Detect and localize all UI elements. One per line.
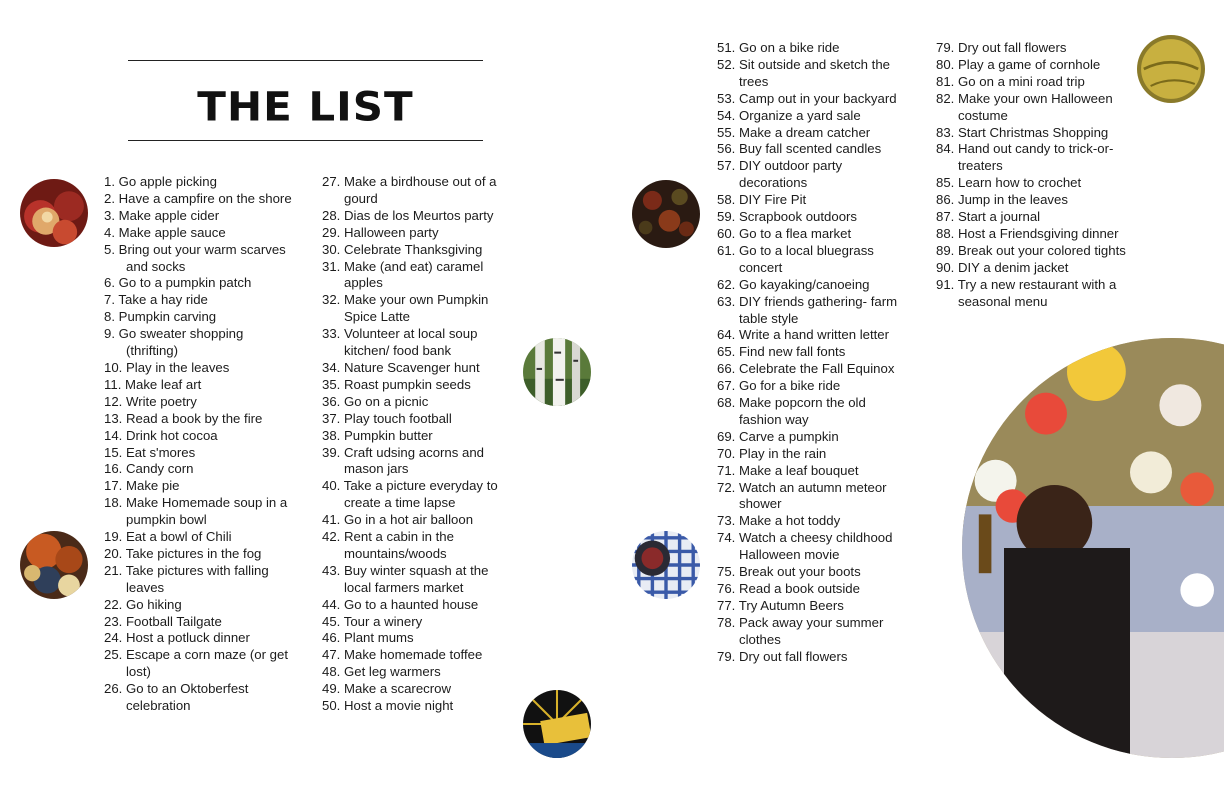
list-item: 90. DIY a denim jacket <box>936 259 1069 275</box>
list-item: 22. Go hiking <box>104 596 182 612</box>
list-item: 31. Make (and eat) caramel apples <box>322 258 484 291</box>
list-item: 38. Pumpkin butter <box>322 427 433 443</box>
apples-photo <box>20 179 88 247</box>
list-item: 24. Host a potluck dinner <box>104 630 250 646</box>
list-item: 13. Read a book by the fire <box>104 410 263 426</box>
list-item: 23. Football Tailgate <box>104 613 222 629</box>
flower-party-photo <box>962 338 1224 758</box>
list-item: 74. Watch a cheesy childhood Halloween movie <box>717 530 893 563</box>
list-item: 11. Make leaf art <box>104 376 202 392</box>
list-item: 66. Celebrate the Fall Equinox <box>717 361 895 377</box>
list-item: 2. Have a campfire on the shore <box>104 190 292 206</box>
list-item: 26. Go to an Oktoberfest celebration <box>104 681 249 714</box>
list-item: 27. Make a birdhouse out of a gourd <box>322 174 497 206</box>
list-item: 62. Go kayaking/canoeing <box>717 276 870 292</box>
list-item: 88. Host a Friendsgiving dinner <box>936 225 1119 241</box>
list-item: 18. Make Homemade soup in a pumpkin bowl <box>104 495 288 528</box>
list-item: 3. Make apple cider <box>104 207 220 223</box>
list-item: 29. Halloween party <box>322 224 439 240</box>
list-item: 40. Take a picture everyday to create a time lapse <box>322 478 498 511</box>
list-item: 85. Learn how to crochet <box>936 175 1082 191</box>
list-item: 75. Break out your boots <box>717 564 861 580</box>
list-item: 57. DIY outdoor party decorations <box>717 158 843 191</box>
gourds-photo <box>20 531 88 599</box>
list-item: 1. Go apple picking <box>104 174 217 189</box>
list-item: 37. Play touch football <box>322 410 452 426</box>
list-item: 30. Celebrate Thanksgiving <box>322 241 483 257</box>
list-item: 52. Sit outside and sketch the trees <box>717 56 891 89</box>
list-item: 47. Make homemade toffee <box>322 647 483 663</box>
list-item: 44. Go to a haunted house <box>322 596 479 612</box>
list-item: 43. Buy winter squash at the local farmers market <box>322 562 489 595</box>
list-item: 60. Go to a flea market <box>717 225 852 241</box>
list-item: 49. Make a scarecrow <box>322 681 451 697</box>
title-top-rule <box>128 60 483 61</box>
list-item: 64. Write a hand written letter <box>717 327 890 343</box>
list-item: 28. Dias de los Meurtos party <box>322 207 494 223</box>
list-column-1 <box>104 174 294 715</box>
list-item: 9. Go sweater shopping (thrifting) <box>104 326 244 359</box>
list-item: 82. Make your own Halloween costume <box>936 90 1113 123</box>
list-item: 59. Scrapbook outdoors <box>717 209 858 225</box>
birch-trees-photo <box>523 338 591 406</box>
list-item: 48. Get leg warmers <box>322 664 441 680</box>
list-item: 73. Make a hot toddy <box>717 513 841 529</box>
list-column-3 <box>717 40 907 666</box>
list-item: 41. Go in a hot air balloon <box>322 512 474 528</box>
list-item: 32. Make your own Pumpkin Spice Latte <box>322 292 489 325</box>
picnic-blanket-photo <box>632 531 700 599</box>
list-item: 17. Make pie <box>104 478 180 494</box>
list-item: 56. Buy fall scented candles <box>717 141 882 157</box>
list-item: 71. Make a leaf bouquet <box>717 462 859 478</box>
list-item: 58. DIY Fire Pit <box>717 192 807 208</box>
list-item: 51. Go on a bike ride <box>717 40 840 55</box>
list-item: 42. Rent a cabin in the mountains/woods <box>322 529 454 561</box>
list-item: 39. Craft udsing acorns and mason jars <box>322 444 485 477</box>
list-item: 5. Bring out your warm scarves and socks <box>104 241 286 274</box>
list-item: 15. Eat s'mores <box>104 444 196 460</box>
list-item: 54. Organize a yard sale <box>717 107 861 123</box>
list-item: 72. Watch an autumn meteor shower <box>717 479 887 512</box>
list-item: 89. Break out your colored tights <box>936 242 1126 258</box>
title-bottom-rule <box>128 140 483 141</box>
list-item: 16. Candy corn <box>104 461 194 477</box>
list-item: 50. Host a movie night <box>322 698 454 714</box>
list-item: 33. Volunteer at local soup kitchen/ food bank <box>322 326 478 359</box>
list-item: 69. Carve a pumpkin <box>717 428 839 444</box>
list-item: 80. Play a game of cornhole <box>936 56 1101 72</box>
list-column-2 <box>322 174 508 715</box>
page-title: THE LIST <box>197 83 414 130</box>
yellow-cushion-photo <box>1137 35 1205 103</box>
list-item: 4. Make apple sauce <box>104 224 226 240</box>
list-item: 20. Take pictures in the fog <box>104 545 262 561</box>
list-item: 87. Start a journal <box>936 209 1041 225</box>
list-item: 76. Read a book outside <box>717 581 860 596</box>
list-item: 79. Dry out fall flowers <box>717 648 848 664</box>
list-item: 63. DIY friends gathering- farm table style <box>717 293 898 326</box>
list-item: 78. Pack away your summer clothes <box>717 614 884 647</box>
list-item: 36. Go on a picnic <box>322 393 429 409</box>
list-item: 8. Pumpkin carving <box>104 309 217 325</box>
list-item: 34. Nature Scavenger hunt <box>322 359 480 375</box>
list-item: 68. Make popcorn the old fashion way <box>717 395 866 427</box>
list-item: 21. Take pictures with falling leaves <box>104 562 269 595</box>
list-item: 83. Start Christmas Shopping <box>936 124 1109 140</box>
list-item: 61. Go to a local bluegrass concert <box>717 242 874 275</box>
list-item: 81. Go on a mini road trip <box>936 73 1085 89</box>
list-item: 14. Drink hot cocoa <box>104 427 218 443</box>
list-item: 70. Play in the rain <box>717 445 827 461</box>
list-item: 55. Make a dream catcher <box>717 124 871 140</box>
list-column-4 <box>936 40 1126 311</box>
list-item: 84. Hand out candy to trick-or-treaters <box>936 141 1114 174</box>
list-item: 67. Go for a bike ride <box>717 378 841 394</box>
list-item: 86. Jump in the leaves <box>936 192 1068 208</box>
list-item: 12. Write poetry <box>104 393 197 409</box>
list-item: 91. Try a new restaurant with a seasonal menu <box>936 276 1117 309</box>
list-item: 25. Escape a corn maze (or get lost) <box>104 647 288 680</box>
list-item: 7. Take a hay ride <box>104 292 208 308</box>
list-item: 53. Camp out in your backyard <box>717 90 897 106</box>
list-item: 6. Go to a pumpkin patch <box>104 275 252 291</box>
list-item: 79. Dry out fall flowers <box>936 40 1067 55</box>
list-item: 65. Find new fall fonts <box>717 344 846 360</box>
autumn-leaves-photo <box>632 180 700 248</box>
list-item: 10. Play in the leaves <box>104 359 230 375</box>
marquee-sign-photo <box>523 690 591 758</box>
list-item: 19. Eat a bowl of Chili <box>104 529 232 545</box>
list-item: 35. Roast pumpkin seeds <box>322 376 471 392</box>
list-item: 77. Try Autumn Beers <box>717 597 844 613</box>
list-item: 45. Tour a winery <box>322 613 423 629</box>
list-item: 46. Plant mums <box>322 630 414 646</box>
